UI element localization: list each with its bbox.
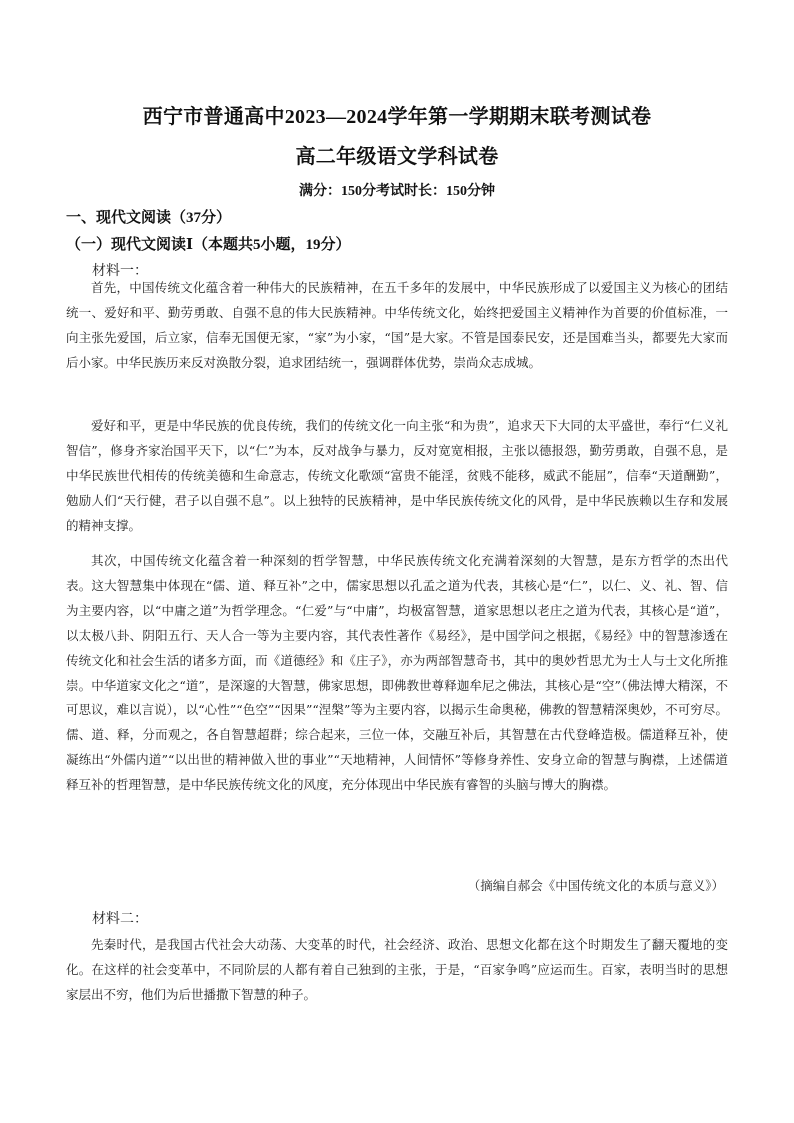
- exam-title: 西宁市普通高中2023—2024学年第一学期期末联考测试卷: [142, 106, 652, 128]
- paragraph: 先秦时代，是我国古代社会大动荡、大变革的时代，社会经济、政治、思想文化都在这个时期发生了翻天覆地的变化。在这样的社会变革中，不同阶层的人都有着自己独到的主张，于是，“百家争鸣”应运而生。百家，表明当时的思想家层出不穷，他们为后世播撒下智慧的种子。: [66, 937, 728, 1002]
- score-time-line: 满分：150分考试时长：150分钟: [299, 184, 495, 199]
- material-one-label: 材料一：: [92, 263, 148, 279]
- source-citation: （摘编自郝会《中国传统文化的本质与意义》）: [467, 878, 724, 893]
- paragraph: 爱好和平，更是中华民族的优良传统，我们的传统文化一向主张“和为贵”，追求天下大同的太平盛世，奉行“仁义礼智信”，修身齐家治国平天下，以“仁”为本，反对战争与暴力，反对宽宽相报，主张以德报怨，勤劳勇敢，自强不息，是中华民族世代相传的传统美德和生命意志，传统文化歌颂“富贵不能淫，贫贱不能移，威武不能屈”，信奉“天道酬勤”，勉励人们“天行健，君子以自强不息”。以上独特的民族精神，是中华民族传统文化的风骨，是中华民族赖以生存和发展的精神支撑。: [66, 418, 728, 533]
- section-heading: 一、现代文阅读（37分）: [66, 210, 232, 226]
- paragraph: 其次，中国传统文化蕴含着一种深刻的哲学智慧，中华民族传统文化充满着深刻的大智慧，是东方哲学的杰出代表。这大智慧集中体现在“儒、道、释互补”之中，儒家思想以孔孟之道为代表，其核心是“仁”，以仁、义、礼、智、信为主要内容，以“中庸之道”为哲学理念。“仁爱”与“中庸”，均极富智慧，道家思想以老庄之道为代表，其核心是“道”，以太极八卦、阴阳五行、天人合一等为主要内容，其代表性著作《易经》，是中国学问之根据，《易经》中的智慧渗透在传统文化和社会生活的诸多方面，而《道德经》和《庄子》，亦为两部智慧奇书，其中的奥妙哲思尤为士人与士文化所推崇。中华道家文化之“道”，是深邃的大智慧，佛家思想，即佛教世尊释迦牟尼之佛法，其核心是“空”（佛法博大精深，不可思议，难以言说），以“心性”“色空”“因果”“涅槃”等为主要内容，以揭示生命奥秘，佛教的智慧精深奥妙，不可穷尽。儒、道、释，分而观之，各自智慧超群；综合起来，三位一体，交融互补后，其智慧在古代登峰造极。儒道释互补，使凝练出“外儒内道”“以出世的精神做入世的事业”“天地精神，人间情怀”等修身养性、安身立命的智慧与胸襟，上述儒道释互补的哲理智慧，是中华民族传统文化的风度，充分体现出中华民族有睿智的头脑与博大的胸襟。: [66, 553, 728, 793]
- exam-subtitle: 高二年级语文学科试卷: [295, 146, 499, 168]
- subsection-heading: （一）现代文阅读Ⅰ（本题共5小题，19分）: [66, 237, 351, 253]
- material-two-label: 材料二：: [92, 911, 148, 927]
- paragraph: 首先，中国传统文化蕴含着一种伟大的民族精神，在五千多年的发展中，中华民族形成了以爱国主义为核心的团结统一、爱好和平、勤劳勇敢、自强不息的伟大民族精神。中华传统文化，始终把爱国主义精神作为首要的价值标准，一向主张先爱国，后立家，信奉无国便无家，“家”为小家，“国”是大家。不管是国泰民安，还是国难当头，都要先大家而后小家。中华民族历来反对涣散分裂，追求团结统一，强调群体优势，崇尚众志成城。: [66, 280, 728, 370]
